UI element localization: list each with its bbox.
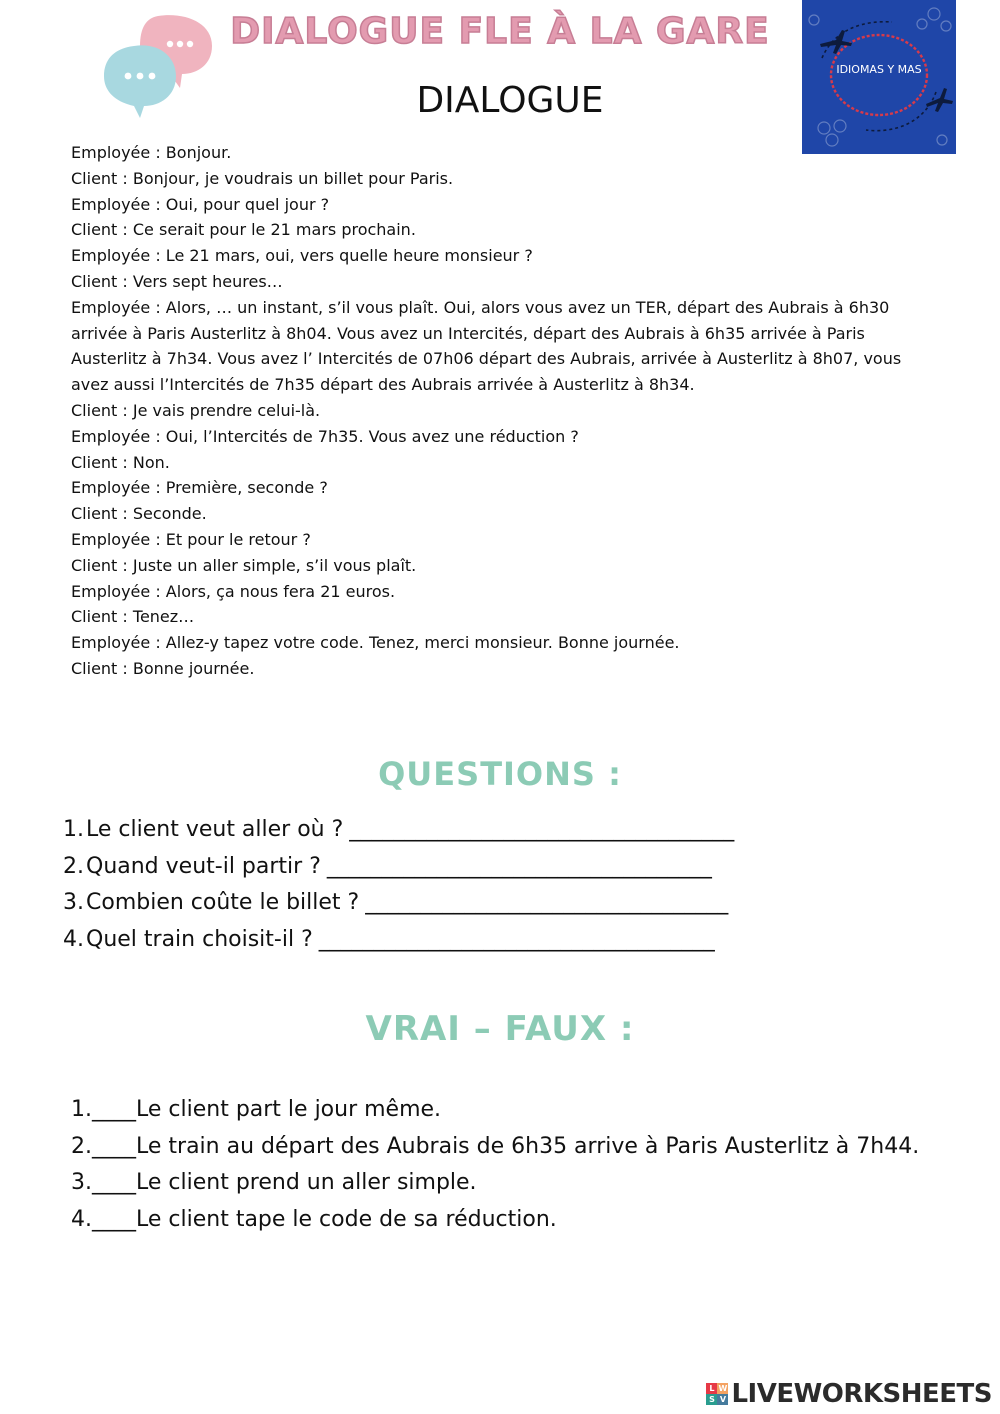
question-text: Le client veut aller où ?	[86, 817, 344, 842]
logo-letter: S	[706, 1394, 717, 1405]
answer-blank[interactable]: ___________________________________	[349, 817, 735, 842]
question-number: 3.	[63, 890, 84, 916]
brand-name: LIVEWORKSHEETS	[731, 1379, 992, 1409]
dialogue-line: Client : Ce serait pour le 21 mars prochain.	[71, 220, 416, 240]
question-number: 4.	[63, 927, 84, 953]
dialogue-text	[71, 140, 931, 682]
question-item	[58, 849, 948, 886]
vrai-faux-number: 3.	[71, 1170, 92, 1195]
logo-text: IDIOMAS Y MAS	[836, 63, 922, 76]
answer-blank[interactable]: _________________________________	[365, 890, 729, 916]
answer-blank[interactable]: ____________________________________	[318, 927, 715, 953]
vrai-faux-item[interactable]	[62, 1092, 942, 1129]
question-number: 2.	[63, 853, 84, 879]
vrai-faux-number: 4.	[71, 1206, 92, 1232]
dialogue-line: Employée : Première, seconde ?	[71, 478, 328, 498]
logo-graphic-icon	[802, 0, 956, 154]
dialogue-line: Employée : Et pour le retour ?	[71, 529, 311, 549]
vrai-faux-statement: ____Le client prend un aller simple.	[92, 1170, 477, 1195]
liveworksheets-logo-icon	[706, 1383, 728, 1405]
dialogue-line: Employée : Oui, pour quel jour ?	[71, 194, 330, 214]
dialogue-line: Employée : Alors, … un instant, s’il vous plaît. Oui, alors vous avez un TER, départ des Aubrais à 6h30 arrivée à Paris Austerlitz à 8h04. Vous avez un Intercités, départ des Aubrais à 6h35 arrivée à Paris Austerlitz à 7h34. Vous avez l’ Intercités de 07h06 départ des Aubrais, arrivée à Austerlitz à 8h07, vous avez aussi l’Intercités de 7h35 départ des Aubrais arrivée à Austerlitz à 8h34.	[71, 297, 902, 395]
vrai-faux-statement: ____Le client tape le code de sa réduction.	[92, 1206, 557, 1232]
dialogue-line: Employée : Le 21 mars, oui, vers quelle heure monsieur ?	[71, 246, 533, 266]
vrai-faux-item[interactable]	[62, 1202, 942, 1239]
idiomas-logo	[802, 0, 956, 154]
vrai-faux-number: 2.	[71, 1133, 92, 1159]
dialogue-line: Client : Bonne journée.	[71, 658, 255, 678]
questions-list	[58, 812, 948, 959]
answer-blank[interactable]: ___________________________________	[326, 853, 712, 879]
dialogue-line: Client : Bonjour, je voudrais un billet pour Paris.	[71, 168, 454, 188]
dialogue-line: Client : Vers sept heures…	[71, 271, 283, 291]
question-number: 1.	[63, 817, 84, 842]
dialogue-line: Employée : Allez-y tapez votre code. Tenez, merci monsieur. Bonne journée.	[71, 633, 680, 653]
dialogue-line: Client : Non.	[71, 452, 170, 472]
vrai-faux-item[interactable]	[62, 1165, 942, 1202]
question-text: Quand veut-il partir ?	[86, 853, 321, 879]
dialogue-heading: DIALOGUE	[416, 80, 604, 121]
questions-heading: QUESTIONS :	[378, 755, 622, 793]
vrai-faux-number: 1.	[71, 1097, 92, 1122]
vrai-faux-heading: VRAI – FAUX :	[365, 1009, 635, 1049]
vrai-faux-item[interactable]	[62, 1129, 942, 1166]
dialogue-line: Client : Juste un aller simple, s’il vous plaît.	[71, 555, 417, 575]
logo-letter: L	[706, 1383, 717, 1394]
logo-letter: W	[718, 1384, 728, 1393]
question-text: Combien coûte le billet ?	[86, 890, 360, 916]
vrai-faux-statement: ____Le train au départ des Aubrais de 6h35 arrive à Paris Austerlitz à 7h44.	[92, 1133, 920, 1159]
vrai-faux-list	[62, 1092, 942, 1238]
dialogue-line: Client : Seconde.	[71, 504, 207, 524]
dialogue-line: Employée : Alors, ça nous fera 21 euros.	[71, 581, 396, 601]
question-item	[58, 885, 948, 922]
dialogue-line: Client : Je vais prendre celui-là.	[71, 400, 321, 420]
dialogue-line: Employée : Oui, l’Intercités de 7h35. Vous avez une réduction ?	[71, 426, 579, 446]
dialogue-line: Employée : Bonjour.	[71, 143, 232, 162]
question-text: Quel train choisit-il ?	[86, 927, 313, 953]
dialogue-line: Client : Tenez…	[71, 607, 195, 627]
liveworksheets-brand[interactable]	[706, 1376, 992, 1412]
vrai-faux-statement: ____Le client part le jour même.	[92, 1097, 442, 1122]
worksheet-title: DIALOGUE FLE À LA GARE	[230, 11, 770, 52]
question-item	[58, 812, 948, 849]
question-item	[58, 922, 948, 959]
logo-letter: V	[717, 1394, 728, 1405]
